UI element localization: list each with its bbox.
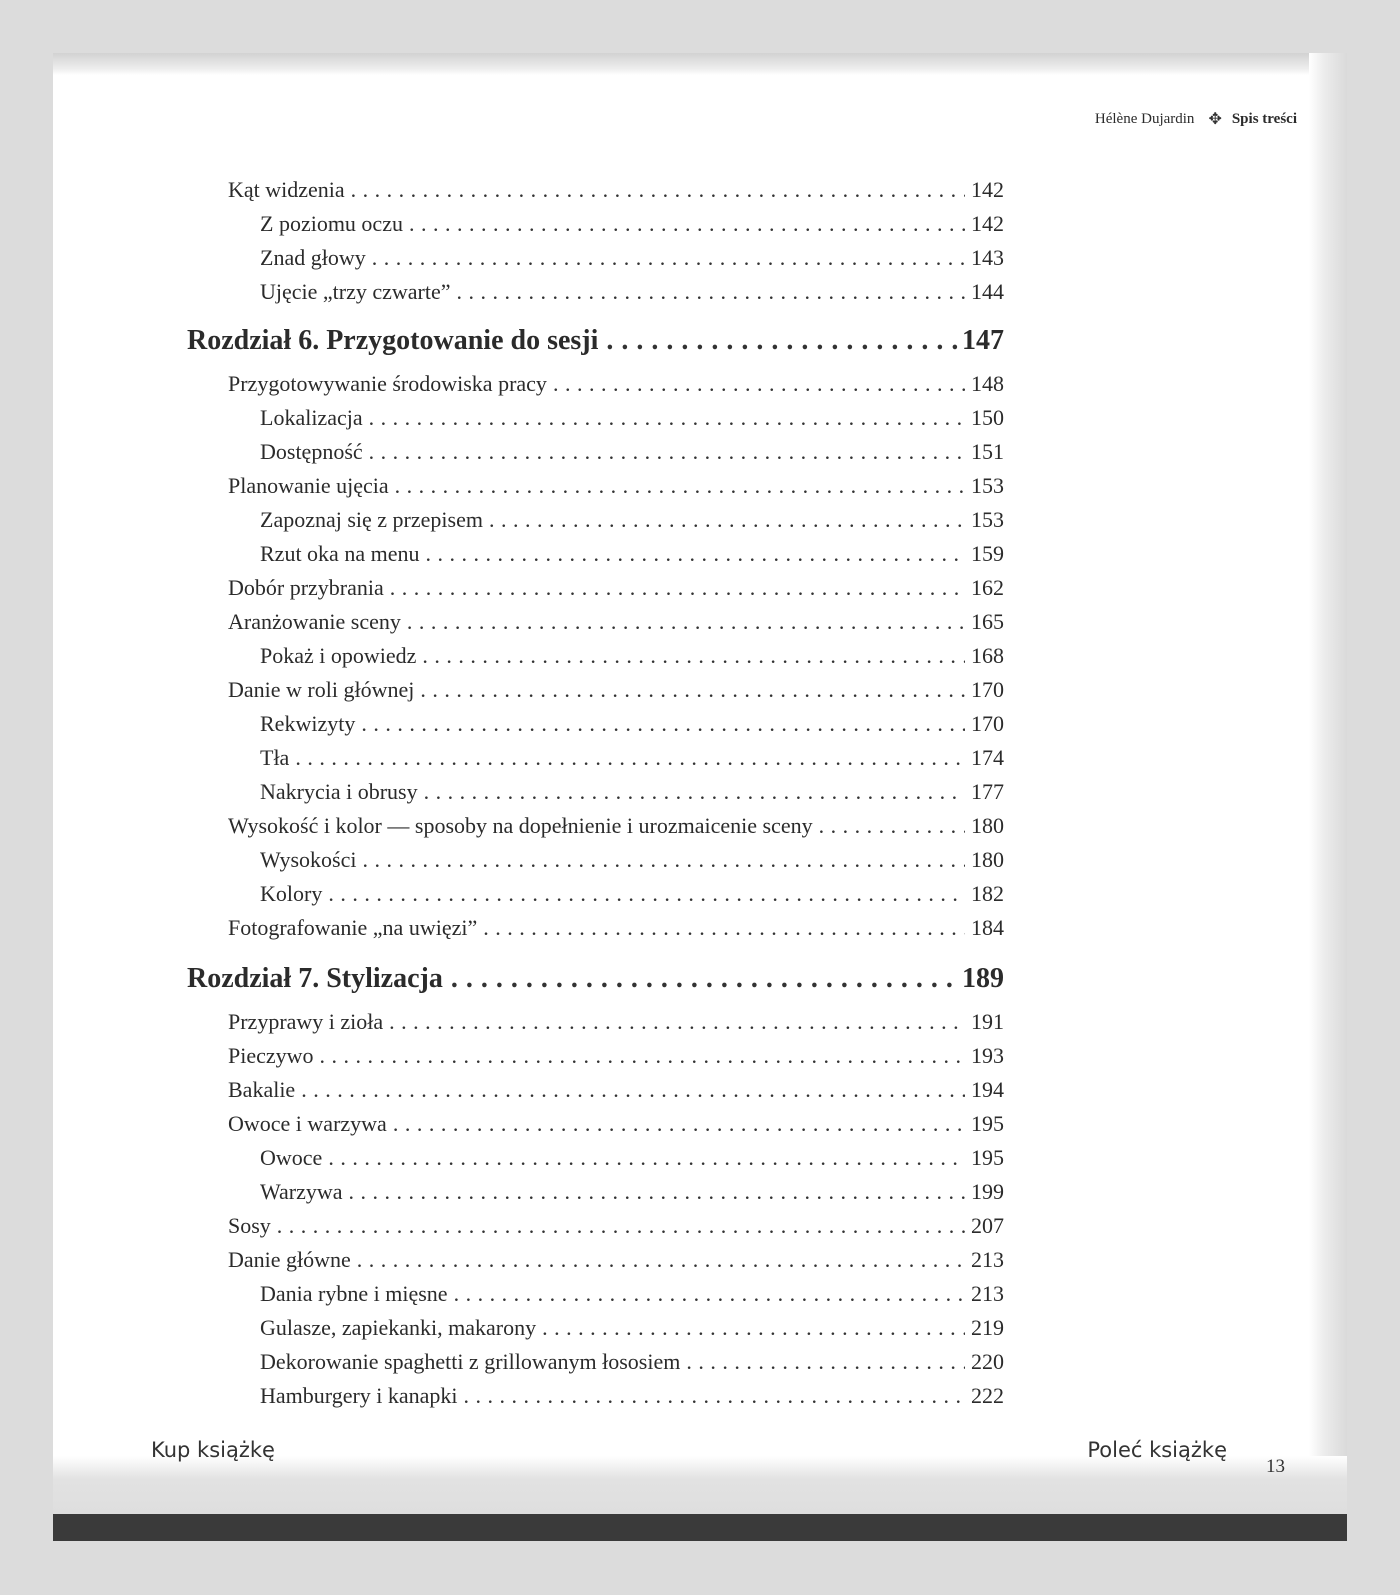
toc-page-number: 180 — [971, 813, 1004, 838]
dot-leader — [553, 371, 965, 397]
toc-entry — [228, 211, 1004, 237]
table-of-contents — [53, 53, 1347, 1453]
toc-entry-title: Nakrycia i obrusy — [260, 779, 418, 804]
toc-page-number: 184 — [971, 915, 1004, 940]
toc-entry — [228, 881, 1004, 907]
toc-page-number: 191 — [971, 1009, 1004, 1034]
toc-entry — [228, 813, 1004, 839]
toc-entry-title: Pokaż i opowiedz — [260, 643, 417, 668]
toc-entry — [228, 1247, 1004, 1273]
dot-leader — [372, 245, 965, 271]
toc-entry — [228, 1179, 1004, 1205]
dot-leader — [351, 177, 965, 203]
toc-entry — [228, 371, 1004, 397]
dot-leader — [686, 1349, 965, 1375]
toc-entry-title: Przyprawy i zioła — [228, 1009, 384, 1034]
toc-page-number: 195 — [971, 1111, 1004, 1136]
toc-page-number: 162 — [971, 575, 1004, 600]
toc-page-number: 159 — [971, 541, 1004, 566]
dot-leader — [295, 745, 965, 771]
toc-entry-title: Bakalie — [228, 1077, 296, 1102]
dot-leader — [819, 813, 965, 839]
toc-page-number: 143 — [971, 245, 1004, 270]
dot-leader — [369, 439, 965, 465]
toc-entry-title: Z poziomu oczu — [260, 211, 403, 236]
toc-entry-title: Dobór przybrania — [228, 575, 384, 600]
toc-entry — [228, 745, 1004, 771]
dot-leader — [395, 473, 965, 499]
buy-book-link[interactable]: Kup książkę — [151, 1438, 275, 1462]
author-name: Hélène Dujardin — [1094, 110, 1195, 127]
toc-page-number: 177 — [971, 779, 1004, 804]
dot-leader — [390, 575, 965, 601]
toc-entry — [228, 1315, 1004, 1341]
toc-entry-title: Owoce i warzywa — [228, 1111, 387, 1136]
dot-leader — [407, 609, 965, 635]
footer-band — [53, 1456, 1347, 1514]
toc-entry — [228, 609, 1004, 635]
toc-page-number: 199 — [971, 1179, 1004, 1204]
toc-entry — [228, 1077, 1004, 1103]
toc-entry — [228, 1009, 1004, 1035]
toc-page-number: 168 — [971, 643, 1004, 668]
toc-entry-title: Zapoznaj się z przepisem — [260, 507, 483, 532]
book-page — [53, 53, 1347, 1541]
dot-leader — [464, 1383, 965, 1409]
toc-entry — [228, 439, 1004, 465]
toc-entry-title: Kolory — [260, 881, 323, 906]
toc-page-number: 142 — [971, 211, 1004, 236]
dot-leader — [328, 881, 965, 907]
toc-entry-title: Warzywa — [260, 1179, 343, 1204]
toc-entry — [228, 507, 1004, 533]
dot-leader — [369, 405, 965, 431]
toc-page-number: 219 — [971, 1315, 1004, 1340]
toc-entry — [228, 643, 1004, 669]
toc-entry — [228, 1145, 1004, 1171]
dot-leader — [409, 211, 965, 237]
dot-leader — [301, 1077, 965, 1103]
toc-page-number: 207 — [971, 1213, 1004, 1238]
dot-leader — [357, 1247, 965, 1273]
toc-entry-title: Dania rybne i mięsne — [260, 1281, 448, 1306]
toc-page-number: 174 — [971, 745, 1004, 770]
toc-page-number: 194 — [971, 1077, 1004, 1102]
dot-leader — [606, 325, 958, 357]
footer-bar — [53, 1514, 1347, 1541]
recommend-book-link[interactable]: Poleć książkę — [1087, 1438, 1227, 1462]
toc-entry-title: Rozdział 6. Przygotowanie do sesji — [187, 325, 599, 356]
toc-entry — [228, 1213, 1004, 1239]
toc-entry — [228, 1281, 1004, 1307]
toc-entry-title: Pieczywo — [228, 1043, 314, 1068]
toc-entry — [228, 779, 1004, 805]
toc-page-number: 222 — [971, 1383, 1004, 1408]
dot-leader — [328, 1145, 965, 1171]
toc-entry-title: Dekorowanie spaghetti z grillowanym łososiem — [260, 1349, 681, 1374]
dot-leader — [362, 847, 965, 873]
toc-chapter — [187, 325, 1004, 357]
toc-page-number: 142 — [971, 177, 1004, 202]
toc-entry — [228, 711, 1004, 737]
toc-chapter — [187, 963, 1004, 995]
toc-entry-title: Owoce — [260, 1145, 323, 1170]
toc-entry-title: Danie główne — [228, 1247, 351, 1272]
dot-leader — [457, 279, 965, 305]
toc-entry — [228, 177, 1004, 203]
section-title: Spis treści — [1231, 110, 1297, 127]
toc-entry-title: Fotografowanie „na uwięzi” — [228, 915, 478, 940]
toc-page-number: 151 — [971, 439, 1004, 464]
dot-leader — [393, 1111, 965, 1137]
toc-entry-title: Wysokości — [260, 847, 357, 872]
dot-leader — [489, 507, 965, 533]
toc-entry — [228, 915, 1004, 941]
toc-entry-title: Dostępność — [260, 439, 363, 464]
dot-leader — [483, 915, 965, 941]
toc-entry — [228, 405, 1004, 431]
dot-leader — [454, 1281, 965, 1307]
toc-page-number: 153 — [971, 473, 1004, 498]
toc-entry — [228, 279, 1004, 305]
dot-leader — [425, 541, 965, 567]
toc-page-number: 165 — [971, 609, 1004, 634]
toc-entry-title: Hamburgery i kanapki — [260, 1383, 458, 1408]
toc-entry-title: Rzut oka na menu — [260, 541, 420, 566]
toc-entry-title: Planowanie ujęcia — [228, 473, 389, 498]
toc-page-number: 189 — [962, 963, 1004, 994]
toc-entry-title: Rozdział 7. Stylizacja — [187, 963, 443, 994]
dot-leader — [277, 1213, 965, 1239]
toc-page-number: 170 — [971, 711, 1004, 736]
toc-page-number: 220 — [971, 1349, 1004, 1374]
dot-leader — [361, 711, 965, 737]
toc-entry-title: Danie w roli głównej — [228, 677, 415, 702]
dot-leader — [389, 1009, 965, 1035]
toc-entry — [228, 245, 1004, 271]
toc-page-number: 148 — [971, 371, 1004, 396]
toc-page-number: 193 — [971, 1043, 1004, 1068]
dot-leader — [451, 963, 958, 995]
toc-entry-title: Lokalizacja — [260, 405, 363, 430]
toc-page-number: 150 — [971, 405, 1004, 430]
toc-entry-title: Sosy — [228, 1213, 271, 1238]
toc-page-number: 170 — [971, 677, 1004, 702]
dot-leader — [320, 1043, 965, 1069]
dot-leader — [349, 1179, 965, 1205]
toc-page-number: 153 — [971, 507, 1004, 532]
toc-entry — [228, 847, 1004, 873]
toc-entry — [228, 541, 1004, 567]
toc-page-number: 144 — [971, 279, 1004, 304]
toc-entry-title: Kąt widzenia — [228, 177, 345, 202]
toc-entry — [228, 473, 1004, 499]
toc-entry — [228, 1349, 1004, 1375]
toc-entry-title: Rekwizyty — [260, 711, 356, 736]
toc-entry — [228, 1383, 1004, 1409]
toc-entry-title: Tła — [260, 745, 290, 770]
toc-page-number: 182 — [971, 881, 1004, 906]
toc-page-number: 213 — [971, 1247, 1004, 1272]
ornament-icon: ✥ — [1208, 111, 1222, 128]
dot-leader — [542, 1315, 965, 1341]
toc-page-number: 180 — [971, 847, 1004, 872]
toc-entry-title: Przygotowywanie środowiska pracy — [228, 371, 547, 396]
toc-entry-title: Ujęcie „trzy czwarte” — [260, 279, 451, 304]
toc-page-number: 147 — [962, 325, 1004, 356]
toc-entry — [228, 575, 1004, 601]
toc-entry — [228, 677, 1004, 703]
toc-entry — [228, 1111, 1004, 1137]
toc-entry-title: Gulasze, zapiekanki, makarony — [260, 1315, 537, 1340]
dot-leader — [420, 677, 965, 703]
toc-entry-title: Aranżowanie sceny — [228, 609, 401, 634]
dot-leader — [422, 643, 965, 669]
toc-entry-title: Znad głowy — [260, 245, 366, 270]
toc-page-number: 195 — [971, 1145, 1004, 1170]
page-number: 13 — [1266, 1456, 1285, 1477]
toc-entry-title: Wysokość i kolor — sposoby na dopełnienie i urozmaicenie sceny — [228, 813, 813, 838]
toc-entry — [228, 1043, 1004, 1069]
toc-page-number: 213 — [971, 1281, 1004, 1306]
dot-leader — [424, 779, 965, 805]
